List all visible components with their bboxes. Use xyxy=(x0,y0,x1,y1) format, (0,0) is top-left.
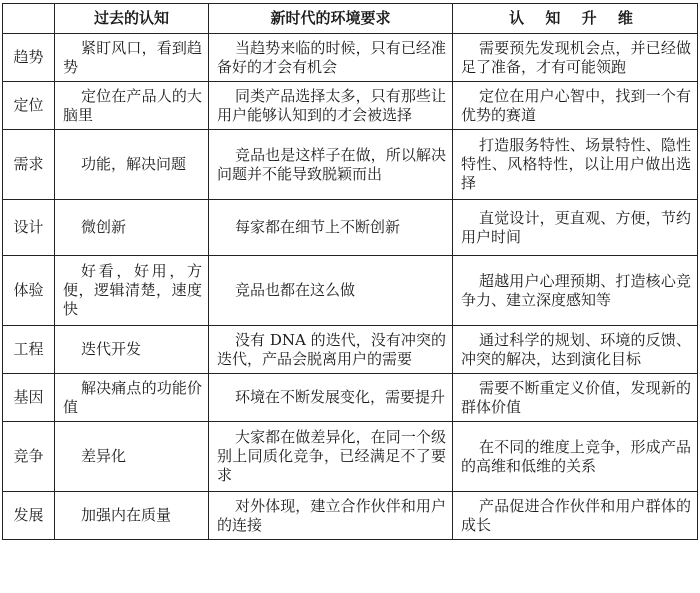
table-row xyxy=(3,34,698,82)
table-row xyxy=(3,256,698,326)
header-corner xyxy=(3,4,55,34)
past-cell: 加强内在质量 xyxy=(55,492,209,540)
upgrade-cell: 通过科学的规划、环境的反馈、冲突的解决，达到演化目标 xyxy=(453,326,698,374)
table-row xyxy=(3,82,698,130)
comparison-table-wrapper xyxy=(2,3,697,540)
comparison-table xyxy=(2,3,698,540)
table-row xyxy=(3,374,698,422)
upgrade-cell: 产品促进合作伙伴和用户群体的成长 xyxy=(453,492,698,540)
upgrade-cell: 在不同的维度上竞争，形成产品的高维和低维的关系 xyxy=(453,422,698,492)
row-label: 基因 xyxy=(3,374,55,422)
past-cell: 解决痛点的功能价值 xyxy=(55,374,209,422)
requirement-cell: 竞品也是这样子在做，所以解决问题并不能导致脱颖而出 xyxy=(209,130,453,200)
row-label: 竞争 xyxy=(3,422,55,492)
past-cell: 差异化 xyxy=(55,422,209,492)
past-cell: 紧盯风口，看到趋势 xyxy=(55,34,209,82)
table-row xyxy=(3,130,698,200)
past-cell: 好看，好用，方便，逻辑清楚，速度快 xyxy=(55,256,209,326)
past-cell: 迭代开发 xyxy=(55,326,209,374)
past-cell: 功能，解决问题 xyxy=(55,130,209,200)
row-label: 设计 xyxy=(3,200,55,256)
header-past-cognition: 过去的认知 xyxy=(55,4,209,34)
header-cognition-upgrade: 认 知 升 维 xyxy=(453,4,698,34)
row-label: 趋势 xyxy=(3,34,55,82)
table-row xyxy=(3,326,698,374)
requirement-cell: 竞品也都在这么做 xyxy=(209,256,453,326)
row-label: 发展 xyxy=(3,492,55,540)
requirement-cell: 对外体现，建立合作伙伴和用户的连接 xyxy=(209,492,453,540)
past-cell: 微创新 xyxy=(55,200,209,256)
requirement-cell: 每家都在细节上不断创新 xyxy=(209,200,453,256)
row-label: 工程 xyxy=(3,326,55,374)
upgrade-cell: 打造服务特性、场景特性、隐性特性、风格特性，以让用户做出选择 xyxy=(453,130,698,200)
table-row xyxy=(3,422,698,492)
requirement-cell: 没有 DNA 的迭代，没有冲突的迭代，产品会脱离用户的需要 xyxy=(209,326,453,374)
header-new-requirements: 新时代的环境要求 xyxy=(209,4,453,34)
requirement-cell: 环境在不断发展变化，需要提升 xyxy=(209,374,453,422)
requirement-cell: 当趋势来临的时候，只有已经准备好的才会有机会 xyxy=(209,34,453,82)
requirement-cell: 同类产品选择太多，只有那些让用户能够认知到的才会被选择 xyxy=(209,82,453,130)
upgrade-cell: 定位在用户心智中，找到一个有优势的赛道 xyxy=(453,82,698,130)
table-row xyxy=(3,200,698,256)
row-label: 体验 xyxy=(3,256,55,326)
header-row xyxy=(3,4,698,34)
upgrade-cell: 需要预先发现机会点，并已经做足了准备，才有可能领跑 xyxy=(453,34,698,82)
upgrade-cell: 超越用户心理预期、打造核心竞争力、建立深度感知等 xyxy=(453,256,698,326)
upgrade-cell: 需要不断重定义价值，发现新的群体价值 xyxy=(453,374,698,422)
row-label: 定位 xyxy=(3,82,55,130)
requirement-cell: 大家都在做差异化，在同一个级别上同质化竞争，已经满足不了要求 xyxy=(209,422,453,492)
row-label: 需求 xyxy=(3,130,55,200)
table-row xyxy=(3,492,698,540)
upgrade-cell: 直觉设计，更直观、方便，节约用户时间 xyxy=(453,200,698,256)
past-cell: 定位在产品人的大脑里 xyxy=(55,82,209,130)
